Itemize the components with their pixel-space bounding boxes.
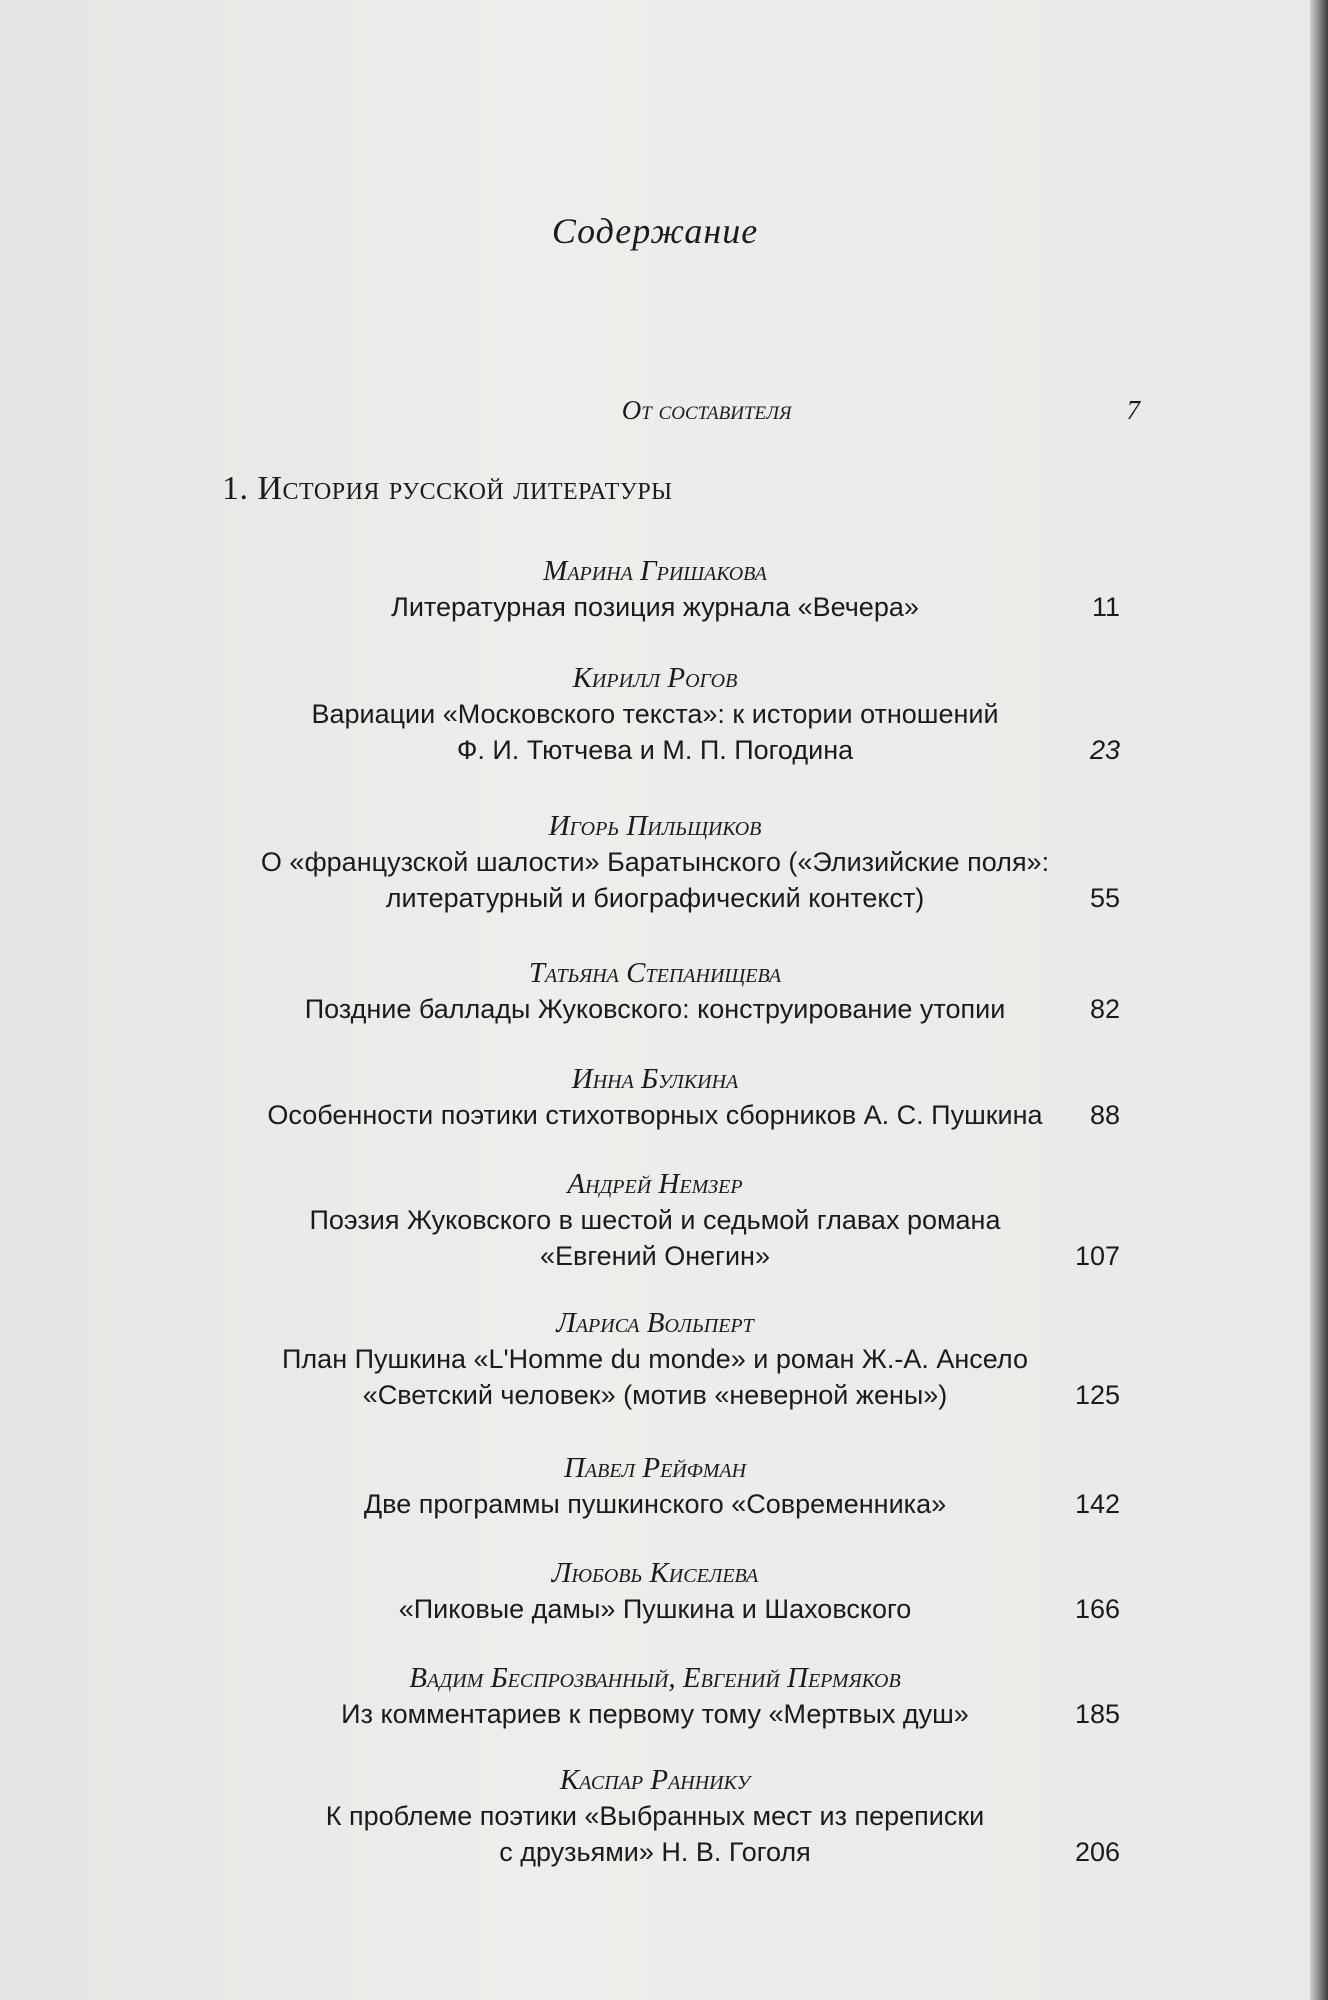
entry-page-number: 55 (1089, 883, 1120, 913)
entry-page-number: 107 (1074, 1241, 1120, 1271)
toc-entry (0, 553, 1310, 625)
toc-entry (0, 1061, 1310, 1133)
toc-entry (0, 1166, 1310, 1274)
toc-entry (0, 1305, 1310, 1413)
entry-title-line: «Светский человек» (мотив «неверной жены») (362, 1380, 948, 1410)
entry-author: Павел Рейфман (563, 1452, 747, 1484)
entry-author: Лариса Вольперт (556, 1307, 754, 1339)
toc-entry (0, 808, 1310, 916)
entry-title-line: Поздние баллады Жуковского: конструирование утопии (304, 994, 1006, 1024)
entry-title-line: Из комментариев к первому тому «Мертвых душ» (341, 1699, 969, 1729)
toc-entry (0, 660, 1310, 768)
entry-title-line: Две программы пушкинского «Современника» (363, 1489, 947, 1519)
entry-author: Любовь Киселева (551, 1557, 759, 1589)
entry-title-line: литературный и биографический контекст) (385, 883, 925, 913)
entry-page-number: 23 (1089, 735, 1120, 765)
entry-author: Каспар Раннику (559, 1764, 751, 1796)
page-edge (1310, 0, 1328, 2000)
preface-page: 7 (1126, 395, 1140, 425)
toc-entry (0, 1450, 1310, 1522)
entry-title-line: Поэзия Жуковского в шестой и седьмой главах романа (309, 1205, 1001, 1235)
toc-entry (0, 1762, 1310, 1870)
entry-page-number: 82 (1089, 994, 1120, 1024)
entry-title-line: Ф. И. Тютчева и М. П. Погодина (456, 735, 854, 765)
entry-author: Марина Гришакова (543, 555, 767, 587)
preface-label: От составителя (621, 395, 792, 425)
entry-author: Андрей Немзер (567, 1168, 743, 1200)
entry-title-line: К проблеме поэтики «Выбранных мест из переписки (325, 1801, 985, 1831)
entry-page-number: 166 (1074, 1594, 1120, 1624)
section-heading: 1. История русской литературы (222, 470, 673, 507)
toc-entry (0, 1660, 1310, 1732)
page-title: Содержание (551, 211, 759, 251)
entry-author: Вадим Беспрозванный, Евгений Пермяков (409, 1662, 901, 1694)
entry-page-number: 88 (1089, 1100, 1120, 1130)
entry-page-number: 125 (1074, 1380, 1120, 1410)
entry-title-line: «Пиковые дамы» Пушкина и Шаховского (398, 1594, 912, 1624)
entry-author: Инна Булкина (571, 1063, 739, 1095)
preface-entry (0, 395, 1140, 426)
entry-title-line: О «французской шалости» Баратынского («Элизийские поля»: (260, 847, 1050, 877)
entry-page-number: 206 (1074, 1837, 1120, 1867)
entry-title-line: План Пушкина «L'Homme du monde» и роман Ж.-А. Ансело (282, 1344, 1028, 1374)
entry-title-line: Литературная позиция журнала «Вечера» (391, 592, 919, 622)
toc-entry (0, 955, 1310, 1027)
entry-author: Игорь Пильщиков (548, 810, 762, 842)
toc-entry (0, 1555, 1310, 1627)
entry-title-line: с друзьями» Н. В. Гоголя (499, 1837, 811, 1867)
entry-page-number: 11 (1091, 592, 1120, 622)
entry-author: Татьяна Степанищева (528, 957, 782, 989)
entry-title-line: Особенности поэтики стихотворных сборников А. С. Пушкина (267, 1100, 1043, 1130)
entry-title-line: «Евгений Онегин» (539, 1241, 770, 1271)
entry-author: Кирилл Рогов (572, 662, 738, 694)
entry-page-number: 185 (1074, 1699, 1120, 1729)
entry-title-line: Вариации «Московского текста»: к истории отношений (311, 699, 999, 729)
entry-page-number: 142 (1074, 1489, 1120, 1519)
